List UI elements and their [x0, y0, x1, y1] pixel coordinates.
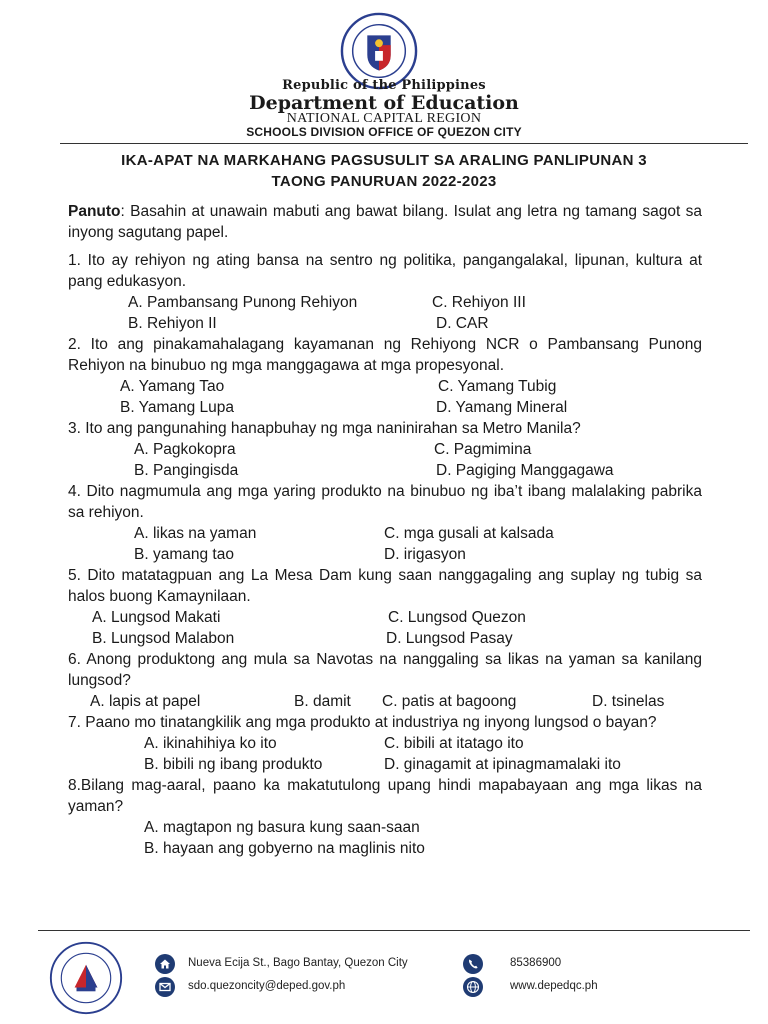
- question-8-option-a-row: [68, 817, 702, 838]
- q4-option-c: C. mga gusali at kalsada: [384, 525, 554, 542]
- question-4: 4. Dito nagmumula ang mga yaring produkto na binubuo ng iba’t ibang malalaking pabrika sa rehiyon.: [68, 483, 702, 521]
- q8-option-a: A. magtapon ng basura kung saan-saan: [144, 819, 420, 836]
- question-3: 3. Ito ang pangunahing hanapbuhay ng mga naninirahan sa Metro Manila?: [68, 420, 581, 437]
- question-2: 2. Ito ang pinakamahalagang kayamanan ng Rehiyong NCR o Pambansang Punong Rehiyon na binubuo ng mga manggagawa at mga propesyonal.: [68, 336, 702, 374]
- q4-option-a: A. likas na yaman: [134, 525, 257, 542]
- instructions: [68, 201, 702, 243]
- q7-option-b: B. bibili ng ibang produkto: [144, 756, 323, 773]
- question-7-options-row-2: [68, 754, 702, 775]
- q3-option-b: B. Pangingisda: [134, 462, 239, 479]
- question-6-options-row: [68, 691, 702, 712]
- division-office-name: SCHOOLS DIVISION OFFICE OF QUEZON CITY: [246, 125, 522, 139]
- question-1: 1. Ito ay rehiyon ng ating bansa na sentro ng politika, pangangalakal, lipunan, kultura at pang edukasyon.: [68, 252, 702, 290]
- q3-option-a: A. Pagkokopra: [134, 441, 236, 458]
- q8-option-b: B. hayaan ang gobyerno na maglinis nito: [144, 840, 425, 857]
- question-5: 5. Dito matatagpuan ang La Mesa Dam kung saan nanggagaling ang suplay ng tubig sa halos buong Kamaynilaan.: [68, 567, 702, 605]
- home-icon: [155, 954, 175, 974]
- q2-option-d: D. Yamang Mineral: [436, 399, 568, 416]
- q1-option-a: A. Pambansang Punong Rehiyon: [128, 294, 358, 311]
- republic-line: Republic of the Philippines: [282, 78, 486, 93]
- question-3-options-row-2: [68, 460, 702, 481]
- q3-option-c: C. Pagmimina: [434, 441, 532, 458]
- q1-option-d: D. CAR: [436, 315, 489, 332]
- question-1-options-row-1: [68, 292, 702, 313]
- exam-title-line-1: IKA-APAT NA MARKAHANG PAGSUSULIT SA ARALING PANLIPUNAN 3: [121, 152, 647, 169]
- question-2-options-row-2: [68, 397, 702, 418]
- header-divider: [60, 143, 748, 144]
- q7-option-d: D. ginagamit at ipinagmamalaki ito: [384, 756, 621, 773]
- q5-option-d: D. Lungsod Pasay: [386, 630, 513, 647]
- exam-body: [68, 201, 702, 859]
- question-1-options-row-2: [68, 313, 702, 334]
- q6-option-a: A. lapis at papel: [90, 693, 201, 710]
- q7-option-c: C. bibili at itatago ito: [384, 735, 524, 752]
- q1-option-c: C. Rehiyon III: [432, 294, 526, 311]
- footer-address: Nueva Ecija St., Bago Bantay, Quezon City: [188, 957, 408, 969]
- question-7: 7. Paano mo tinatangkilik ang mga produkto at industriya ng inyong lungsod o bayan?: [68, 714, 657, 731]
- question-3-options-row-1: [68, 439, 702, 460]
- q6-option-c: C. patis at bagoong: [382, 693, 517, 710]
- department-name: Department of Education: [249, 92, 519, 114]
- instructions-label: Panuto: [68, 203, 121, 220]
- footer-email[interactable]: sdo.quezoncity@deped.gov.ph: [188, 980, 346, 992]
- sdo-quezon-city-logo: [48, 940, 124, 1016]
- question-7-options-row-1: [68, 733, 702, 754]
- question-2-options-row-1: [68, 376, 702, 397]
- question-6: 6. Anong produktong ang mula sa Navotas na nanggaling sa likas na yaman sa kanilang lungsod?: [68, 651, 702, 689]
- footer-phone: 85386900: [510, 957, 562, 969]
- q2-option-b: B. Yamang Lupa: [120, 399, 235, 416]
- q3-option-d: D. Pagiging Manggagawa: [436, 462, 614, 479]
- question-8: 8.Bilang mag-aaral, paano ka makatutulong upang hindi mapabayaan ang mga likas na yaman?: [68, 777, 702, 815]
- instructions-text: : Basahin at unawain mabuti ang bawat bilang. Isulat ang letra ng tamang sagot sa inyong sagutang papel.: [68, 203, 702, 241]
- q2-option-a: A. Yamang Tao: [120, 378, 225, 395]
- exam-title-line-2: TAONG PANURUAN 2022-2023: [271, 173, 497, 190]
- q6-option-b: B. damit: [294, 693, 351, 710]
- q5-option-a: A. Lungsod Makati: [92, 609, 221, 626]
- q7-option-a: A. ikinahihiya ko ito: [144, 735, 277, 752]
- q6-option-d: D. tsinelas: [592, 693, 665, 710]
- question-4-options-row-2: [68, 544, 702, 565]
- question-5-options-row-1: [68, 607, 702, 628]
- phone-icon: [463, 954, 483, 974]
- q5-option-c: C. Lungsod Quezon: [388, 609, 526, 626]
- q4-option-d: D. irigasyon: [384, 546, 466, 563]
- q4-option-b: B. yamang tao: [134, 546, 234, 563]
- exam-title: [0, 150, 768, 192]
- footer-divider: [38, 930, 750, 931]
- footer-website[interactable]: www.depedqc.ph: [510, 980, 598, 992]
- q2-option-c: C. Yamang Tubig: [438, 378, 557, 395]
- globe-icon: [463, 977, 483, 997]
- question-8-option-b-row: [68, 838, 702, 859]
- question-4-options-row-1: [68, 523, 702, 544]
- q1-option-b: B. Rehiyon II: [128, 315, 217, 332]
- question-5-options-row-2: [68, 628, 702, 649]
- region-name: NATIONAL CAPITAL REGION: [286, 111, 482, 126]
- mail-icon: [155, 977, 175, 997]
- q5-option-b: B. Lungsod Malabon: [92, 630, 235, 647]
